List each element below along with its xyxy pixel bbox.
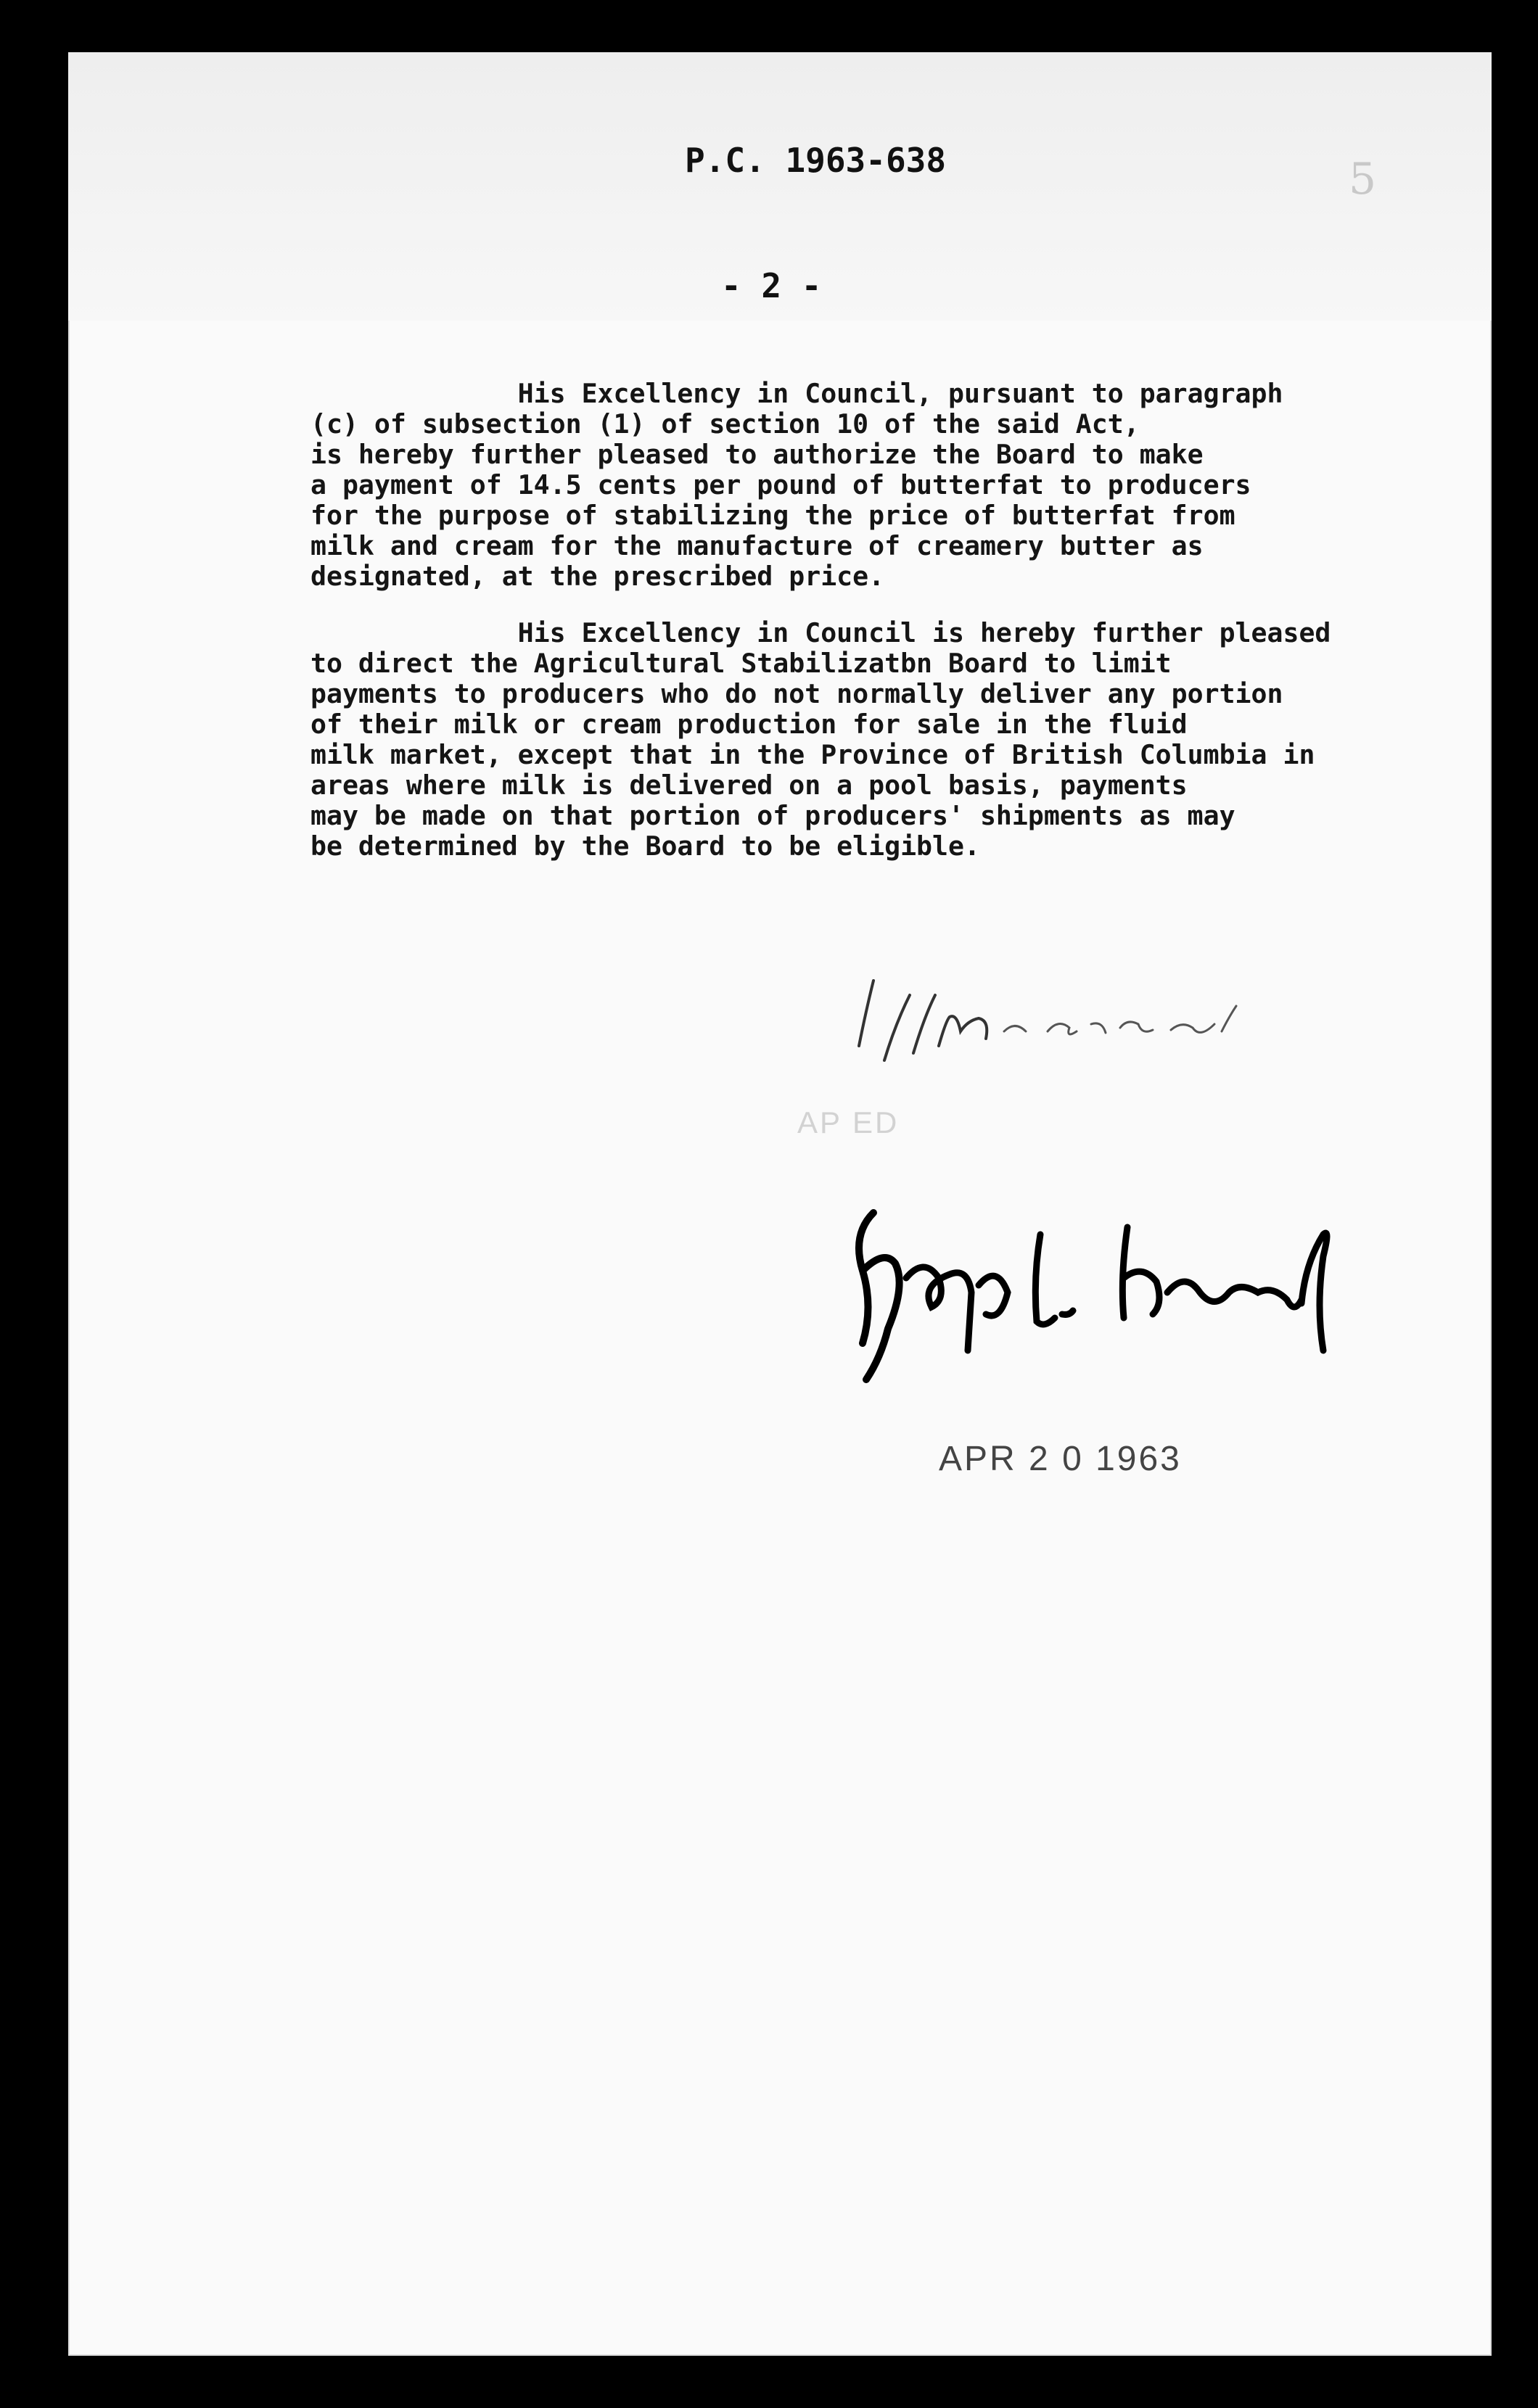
handwritten-signature-clerk: [815, 952, 1396, 1097]
text-line: may be made on that portion of producers' shipments as may: [311, 800, 1235, 831]
text-line: His Excellency in Council is hereby further pleased: [311, 617, 1331, 648]
text-line: payments to producers who do not normally deliver any portion: [311, 678, 1283, 709]
text-line: milk market, except that in the Province of British Columbia in: [311, 739, 1315, 770]
approved-stamp: AP ED: [797, 1105, 900, 1139]
text-line: is hereby further pleased to authorize the Board to make: [311, 439, 1204, 470]
document-page: [68, 52, 1492, 2356]
handwritten-signature-governor: [823, 1184, 1374, 1394]
order-number: P.C. 1963-638: [685, 141, 947, 180]
paragraph-1: [311, 379, 1486, 592]
page-number: - 2 -: [721, 266, 822, 305]
text-line: to direct the Agricultural Stabilizatbn Board to limit: [311, 648, 1172, 679]
text-line: be determined by the Board to be eligible.: [311, 830, 980, 862]
text-line: of their milk or cream production for sale in the fluid: [311, 709, 1188, 740]
text-line: a payment of 14.5 cents per pound of butterfat to producers: [311, 469, 1251, 500]
text-line: for the purpose of stabilizing the price of butterfat from: [311, 500, 1235, 531]
corner-page-mark: 5: [1349, 154, 1377, 205]
paragraph-2: [311, 618, 1486, 862]
text-line: (c) of subsection (1) of section 10 of the said Act,: [311, 408, 1140, 440]
order-body: [311, 379, 1486, 888]
text-line: areas where milk is delivered on a pool basis, payments: [311, 770, 1188, 801]
text-line: milk and cream for the manufacture of creamery butter as: [311, 530, 1204, 561]
text-line: designated, at the prescribed price.: [311, 561, 885, 592]
date-stamp: APR 2 0 1963: [939, 1440, 1182, 1478]
text-line: His Excellency in Council, pursuant to paragraph: [311, 378, 1283, 409]
